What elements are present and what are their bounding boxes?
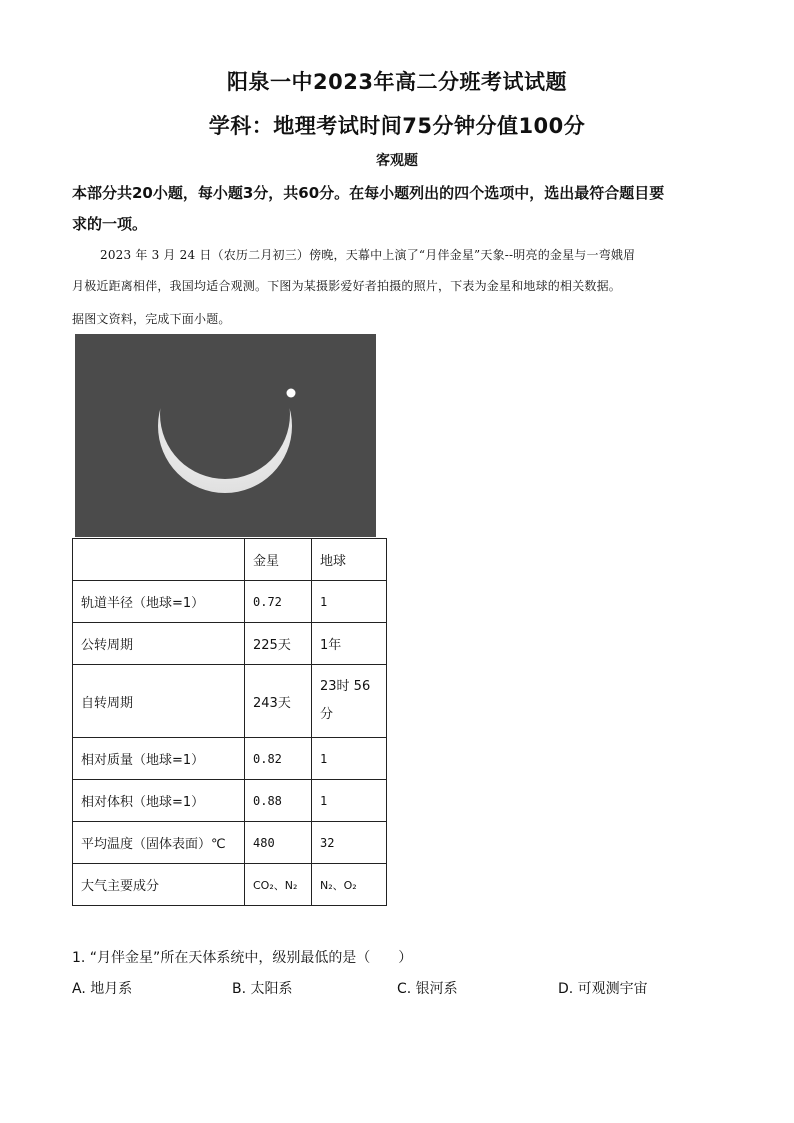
table-cell: 0.88 <box>245 780 312 822</box>
table-cell: 1 <box>312 780 387 822</box>
table-cell: 0.72 <box>245 581 312 623</box>
table-cell: 公转周期 <box>73 623 245 665</box>
instruction-line-1: 本部分共20小题，每小题3分，共60分。在每小题列出的四个选项中，选出最符合题目要 <box>72 184 665 202</box>
table-cell: 自转周期 <box>73 665 245 738</box>
table-header-cell: 金星 <box>245 539 312 581</box>
exam-subtitle: 学科：地理考试时间75分钟分值100分 <box>208 114 586 138</box>
table-cell: N₂、O₂ <box>312 864 387 906</box>
table-cell: 32 <box>312 822 387 864</box>
table-header-cell <box>73 539 245 581</box>
table-cell: 大气主要成分 <box>73 864 245 906</box>
table-row <box>73 581 387 623</box>
table-cell: 相对质量（地球=1） <box>73 738 245 780</box>
table-cell: 225天 <box>245 623 312 665</box>
table-cell: 243天 <box>245 665 312 738</box>
table-row <box>73 822 387 864</box>
question-1-stem: 1. “月伴金星”所在天体系统中，级别最低的是（ ） <box>72 950 413 966</box>
passage-line-1: 2023 年 3 月 24 日（农历二月初三）傍晚，天幕中上演了“月伴金星”天象--明亮的金星与一弯娥眉 <box>100 248 636 262</box>
option-b[interactable]: B. 太阳系 <box>232 981 293 997</box>
section-heading: 客观题 <box>376 153 418 169</box>
table-row <box>73 864 387 906</box>
table-cell: 1 <box>312 738 387 780</box>
table-cell: 0.82 <box>245 738 312 780</box>
table-cell: 轨道半径（地球=1） <box>73 581 245 623</box>
passage-line-2: 月极近距离相伴，我国均适合观测。下图为某摄影爱好者拍摄的照片，下表为金星和地球的相关数据。 <box>72 279 622 293</box>
table-cell: 1年 <box>312 623 387 665</box>
table-cell: 1 <box>312 581 387 623</box>
table-header-row <box>73 539 387 581</box>
venus-dot <box>287 389 296 398</box>
table-cell: CO₂、N₂ <box>245 864 312 906</box>
option-d[interactable]: D. 可观测宇宙 <box>558 981 648 997</box>
table-cell: 480 <box>245 822 312 864</box>
instruction-line-2: 求的一项。 <box>72 215 148 233</box>
table-header-cell: 地球 <box>312 539 387 581</box>
page-title: 阳泉一中2023年高二分班考试试题 <box>227 70 567 94</box>
moon-venus-photo <box>75 334 376 537</box>
option-a[interactable]: A. 地月系 <box>72 981 133 997</box>
planet-data-table <box>72 538 387 906</box>
table-row <box>73 623 387 665</box>
option-c[interactable]: C. 银河系 <box>397 981 458 997</box>
passage-line-3: 据图文资料，完成下面小题。 <box>72 312 231 326</box>
table-row <box>73 780 387 822</box>
table-cell: 平均温度（固体表面）℃ <box>73 822 245 864</box>
table-cell: 23时 56 分 <box>312 665 387 738</box>
table-cell: 相对体积（地球=1） <box>73 780 245 822</box>
table-row <box>73 738 387 780</box>
table-row <box>73 665 387 738</box>
